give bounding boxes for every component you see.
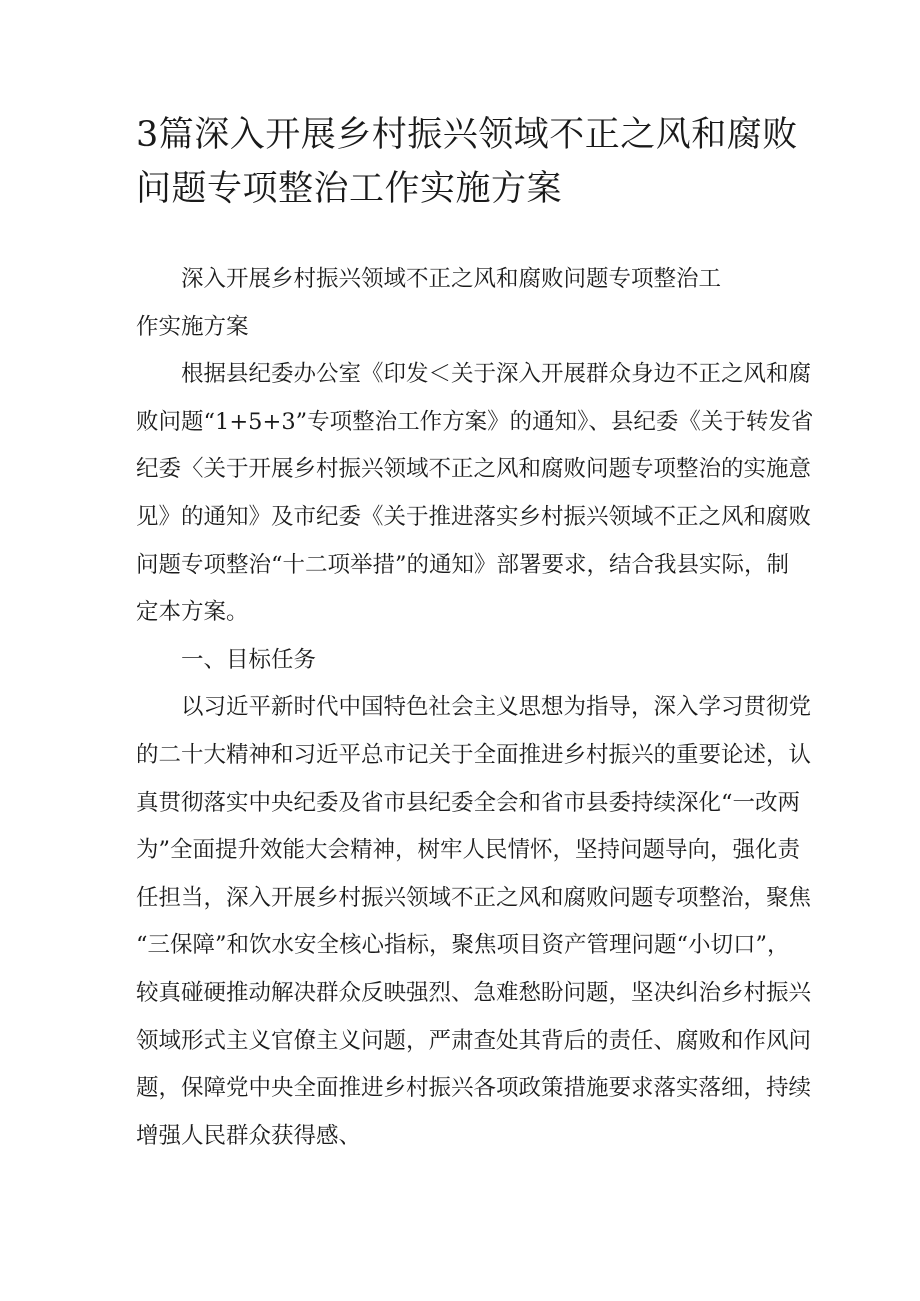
paragraph-line: 领域形式主义官僚主义问题，严肃查处其背后的责任、腐败和作风问: [136, 1027, 812, 1054]
paragraph-line: 定本方案。: [136, 599, 249, 626]
paragraph-line: 败问题“1+5+3”专项整治工作方案》的通知》、县纪委《关于转发省: [136, 408, 814, 435]
paragraph-line: 以习近平新时代中国特色社会主义思想为指导，深入学习贯彻党: [181, 694, 812, 721]
section-heading: [136, 637, 796, 685]
paragraph-line: 根据县纪委办公室《印发＜关于深入开展群众身边不正之风和腐: [181, 361, 812, 388]
section-paragraph: [136, 684, 812, 1160]
paragraph-line: 任担当，深入开展乡村振兴领域不正之风和腐败问题专项整治，聚焦: [136, 884, 812, 911]
document-title: [136, 108, 816, 216]
section-heading-text: 一、目标任务: [181, 646, 317, 673]
paragraph-line: 见》的通知》及市纪委《关于推进落实乡村振兴领域不正之风和腐败: [136, 503, 812, 530]
paragraph-line: 为”全面提升效能大会精神，树牢人民情怀，坚持问题导向，强化责: [136, 837, 801, 864]
paragraph-line: 较真碰硬推动解决群众反映强烈、急难愁盼问题，坚决纠治乡村振兴: [136, 979, 812, 1006]
paragraph-line: “三保障”和饮水安全核心指标，聚焦项目资产管理问题“小切口”，: [136, 932, 790, 959]
subtitle-line: 深入开展乡村振兴领域不正之风和腐败问题专项整治工: [181, 266, 722, 292]
paragraph-line: 真贯彻落实中央纪委及省市县纪委全会和省市县委持续深化“一改两: [136, 789, 801, 816]
paragraph-line: 纪委〈关于开展乡村振兴领域不正之风和腐败问题专项整治的实施意: [136, 456, 812, 483]
title-line: 3篇深入开展乡村振兴领域不正之风和腐败: [136, 115, 798, 155]
paragraph-line: 增强人民群众获得感、: [136, 1122, 362, 1149]
paragraph-line: 问题专项整治“十二项举措”的通知》部署要求，结合我县实际，制: [136, 551, 790, 578]
intro-paragraph: [136, 351, 814, 637]
title-line: 问题专项整治工作实施方案: [136, 169, 563, 209]
paragraph-line: 题，保障党中央全面推进乡村振兴各项政策措施要求落实落细，持续: [136, 1075, 812, 1102]
document-body: [136, 256, 814, 1160]
subtitle-paragraph: [136, 256, 796, 351]
paragraph-line: 的二十大精神和习近平总市记关于全面推进乡村振兴的重要论述，认: [136, 741, 812, 768]
subtitle-line: 作实施方案: [136, 313, 249, 340]
